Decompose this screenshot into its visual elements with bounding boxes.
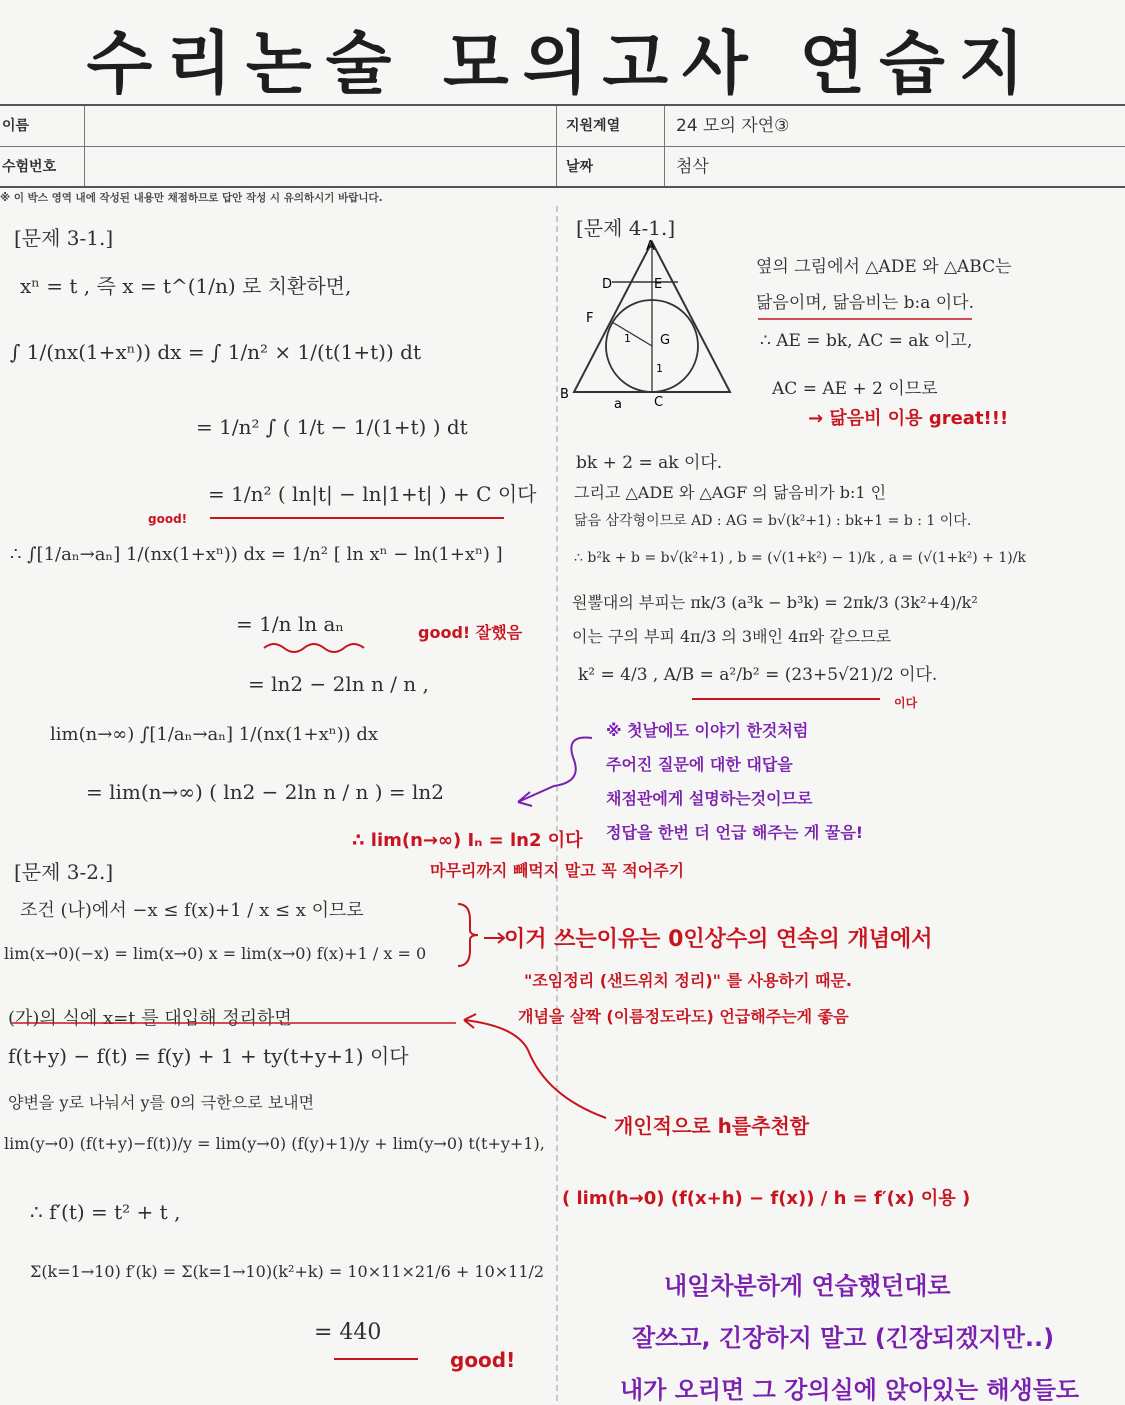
solution-line: 이는 구의 부피 4π/3 의 3배인 4π와 같으므로 xyxy=(572,627,892,646)
solution-line: bk + 2 = ak 이다. xyxy=(576,453,723,473)
good-annotation: good! xyxy=(148,512,188,526)
red-annotation: 개인적으로 h를추천함 xyxy=(614,1114,810,1138)
solution-line: lim(n→∞) ∫[1/aₙ→aₙ] 1/(nx(1+xⁿ)) dx xyxy=(50,724,379,745)
solution-line: = ln2 − 2ln n / n , xyxy=(248,672,429,696)
red-underline xyxy=(10,1018,460,1028)
red-underline xyxy=(208,510,508,524)
column-divider xyxy=(664,106,665,186)
solution-line: k² = 4/3 , A/B = a²/b² = (23+5√21)/2 이다. xyxy=(578,665,938,685)
header-row-1 xyxy=(0,106,1125,146)
triangle-inscribed-circle-figure xyxy=(560,236,750,416)
great-annotation: → 닮음비 이용 great!!! xyxy=(808,408,1009,429)
date-value[interactable]: 첨삭 xyxy=(676,157,709,177)
track-label: 지원계열 xyxy=(566,118,621,134)
purple-arrow xyxy=(504,730,604,810)
solution-line: = 1/n² ( ln|t| − ln|1+t| ) + C 이다 xyxy=(208,482,537,506)
solution-line: lim(y→0) (f(t+y)−f(t))/y = lim(y→0) (f(y)+1)/y + lim(y→0) t(t+y+1), xyxy=(4,1134,545,1153)
solution-line: f(t+y) − f(t) = f(y) + 1 + ty(t+y+1) 이다 xyxy=(8,1044,409,1068)
red-underline xyxy=(690,694,890,704)
red-brace xyxy=(454,900,484,970)
good-annotation: good! 잘했음 xyxy=(418,623,523,642)
solution-line: (가)의 식에 x=t 를 대입해 정리하면 xyxy=(8,1008,292,1029)
solution-line: 양변을 y로 나눠서 y를 0의 극한으로 보내면 xyxy=(8,1093,315,1112)
solution-line: 닮음 삼각형이므로 AD : AG = b√(k²+1) : bk+1 = b : 1 이다. xyxy=(574,513,972,529)
name-field[interactable] xyxy=(90,106,550,146)
answer-line: = 440 xyxy=(314,1320,382,1345)
track-value[interactable]: 24 모의 자연③ xyxy=(676,116,790,136)
figure-label: D xyxy=(602,277,613,292)
name-label: 이름 xyxy=(2,118,30,134)
column-divider xyxy=(84,106,85,186)
red-arrow xyxy=(484,932,508,944)
solution-line: ∫ 1/(nx(1+xⁿ)) dx = ∫ 1/n² × 1/(t(1+t)) dt xyxy=(10,340,421,364)
figure-label: 1 xyxy=(624,332,631,345)
red-annotation: 마무리까지 빼먹지 말고 꼭 적어주기 xyxy=(430,861,685,880)
red-annotation: "조임정리 (샌드위치 정리)" 를 사용하기 때문. xyxy=(524,971,852,990)
solution-line: ∴ ∫[1/aₙ→aₙ] 1/(nx(1+xⁿ)) dx = 1/n² [ ln xⁿ − ln(1+xⁿ) ] xyxy=(10,544,503,565)
figure-label: 1 xyxy=(656,362,663,375)
exam-number-field[interactable] xyxy=(90,147,550,187)
figure-label: B xyxy=(560,387,569,402)
red-annotation: 개념을 살짝 (이름정도라도) 언급해주는게 좋음 xyxy=(518,1007,849,1026)
figure-label: A xyxy=(646,239,655,254)
figure-label: E xyxy=(654,277,663,292)
red-annotation: 이거 쓰는이유는 0인상수의 연속의 개념에서 xyxy=(504,927,933,952)
red-arrow xyxy=(456,1006,616,1126)
conclusion-line: ∴ lim(n→∞) Iₙ = ln2 이다 xyxy=(352,830,583,851)
solution-line: ∴ b²k + b = b√(k²+1) , b = (√(1+k²) − 1)/k , a = (√(1+k²) + 1)/k xyxy=(574,550,1026,566)
problem-3-2-heading: [문제 3-2.] xyxy=(14,860,114,884)
solution-line: = 1/n ln aₙ xyxy=(236,612,345,636)
figure-label: a xyxy=(614,397,622,412)
red-formula-annotation: ( lim(h→0) (f(x+h) − f(x)) / h = f′(x) 이용 ) xyxy=(562,1188,971,1209)
problem-3-1-heading: [문제 3-1.] xyxy=(14,226,114,250)
solution-line: ∴ AE = bk, AC = ak 이고, xyxy=(760,331,973,351)
header-table xyxy=(0,104,1125,188)
closing-message: 잘쓰고, 긴장하지 말고 (긴장되겠지만..) xyxy=(632,1324,1055,1352)
solution-line: AC = AE + 2 이므로 xyxy=(772,379,938,399)
column-divider xyxy=(556,106,557,186)
red-underline xyxy=(756,314,976,324)
solution-line: 옆의 그림에서 △ADE 와 △ABC는 xyxy=(756,257,1012,277)
header-row-2 xyxy=(0,146,1125,187)
solution-line: Σ(k=1→10) f′(k) = Σ(k=1→10)(k²+k) = 10×11×21/6 + 10×11/2 xyxy=(30,1262,545,1281)
solution-line: 조건 (나)에서 −x ≤ f(x)+1 / x ≤ x 이므로 xyxy=(20,900,364,921)
page-title: 수리논술 모의고사 연습지 xyxy=(86,25,1039,104)
solution-line: 닮음이며, 닮음비는 b:a 이다. xyxy=(756,293,974,313)
problem-4-1-heading: [문제 4-1.] xyxy=(576,216,676,240)
solution-line: = lim(n→∞) ( ln2 − 2ln n / n ) = ln2 xyxy=(86,780,444,804)
notice-text: ※ 이 박스 영역 내에 작성된 내용만 채점하므로 답안 작성 시 유의하시기 바랍니다. xyxy=(0,192,383,204)
solution-line: 그리고 △ADE 와 △AGF 의 닮음비가 b:1 인 xyxy=(574,483,887,502)
solution-line: = 1/n² ∫ ( 1/t − 1/(1+t) ) dt xyxy=(196,415,468,439)
red-wavy-underline xyxy=(262,640,372,656)
red-annotation: 이다 xyxy=(894,696,918,710)
red-underline xyxy=(332,1354,422,1364)
solution-line: lim(x→0)(−x) = lim(x→0) x = lim(x→0) f(x)+1 / x = 0 xyxy=(4,944,427,963)
solution-line: ∴ f′(t) = t² + t , xyxy=(30,1200,181,1224)
figure-label: F xyxy=(586,311,594,326)
purple-tip: ※ 첫날에도 이야기 한것처럼 주어진 질문에 대한 대답을 채점관에게 설명하는것이므로 정답을 한번 더 언급 해주는 게 꿀음! xyxy=(606,721,864,842)
good-annotation: good! xyxy=(450,1348,516,1372)
figure-label: C xyxy=(654,395,664,410)
closing-message: 내일차분하게 연습했던대로 xyxy=(664,1272,951,1300)
figure-label: G xyxy=(660,333,671,348)
solution-line: 원뿔대의 부피는 πk/3 (a³k − b³k) = 2πk/3 (3k²+4)/k² xyxy=(572,593,978,612)
solution-line: xⁿ = t , 즉 x = t^(1/n) 로 치환하면, xyxy=(20,274,352,298)
closing-message: 내가 오리면 그 강의실에 앉아있는 해생들도 xyxy=(620,1376,1080,1404)
exam-number-label: 수험번호 xyxy=(2,159,57,175)
date-label: 날짜 xyxy=(566,159,594,175)
